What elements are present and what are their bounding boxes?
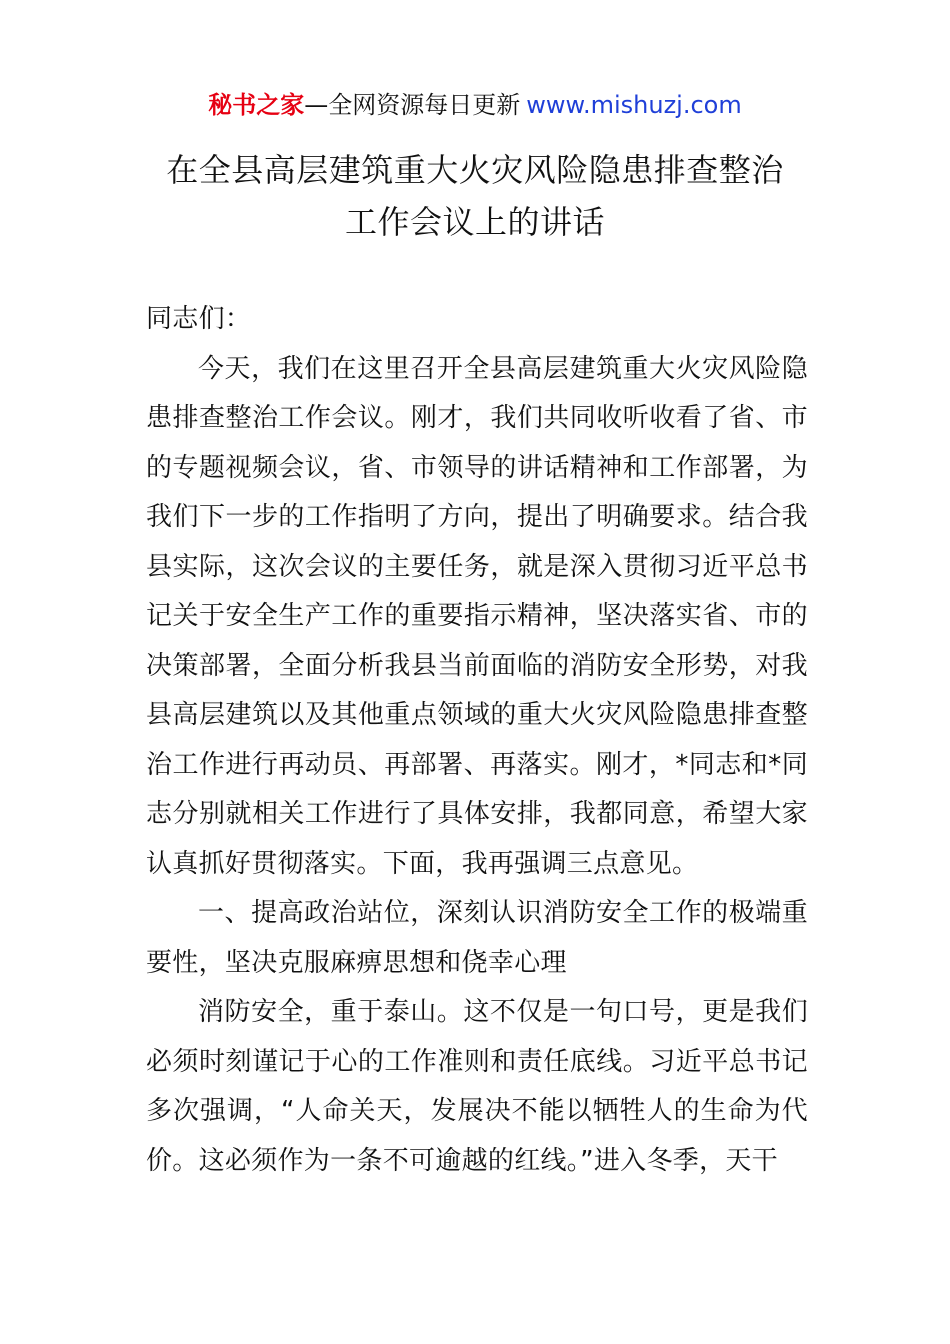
header-slogan: 全网资源每日更新	[328, 91, 521, 119]
header-dash: —	[304, 91, 329, 119]
site-brand: 秘书之家	[208, 91, 305, 119]
site-header	[0, 88, 950, 122]
document-title	[0, 144, 950, 248]
body-paragraph: 今天，我们在这里召开全县高层建筑重大火灾风险隐患排查整治工作会议。刚才，我们共同收听收看了省、市的专题视频会议，省、市领导的讲话精神和工作部署，为我们下一步的工作指明了方向，提出了明确要求。结合我县实际，这次会议的主要任务，就是深入贯彻习近平总书记关于安全生产工作的重要指示精神，坚决落实省、市的决策部署，全面分析我县当前面临的消防安全形势，对我县高层建筑以及其他重点领域的重大火灾风险隐患排查整治工作进行再动员、再部署、再落实。刚才，*同志和*同志分别就相关工作进行了具体安排，我都同意，希望大家认真抓好贯彻落实。下面，我再强调三点意见。	[146, 353, 808, 879]
salutation: 同志们：	[146, 304, 252, 334]
site-url-link[interactable]: www.mishuzj.com	[526, 91, 742, 119]
document-body	[146, 295, 808, 1186]
title-line-1: 在全县高层建筑重大火灾风险隐患排查整治	[166, 151, 784, 189]
section-heading-1: 一、提高政治站位，深刻认识消防安全工作的极端重要性，坚决克服麻痹思想和侥幸心理	[146, 898, 808, 978]
title-line-2: 工作会议上的讲话	[344, 203, 605, 241]
body-paragraph: 消防安全，重于泰山。这不仅是一句口号，更是我们必须时刻谨记于心的工作准则和责任底线。习近平总书记多次强调，“人命关天，发展决不能以牺牲人的生命为代价。这必须作为一条不可逾越的红线。”进入冬季，天干	[146, 997, 808, 1176]
